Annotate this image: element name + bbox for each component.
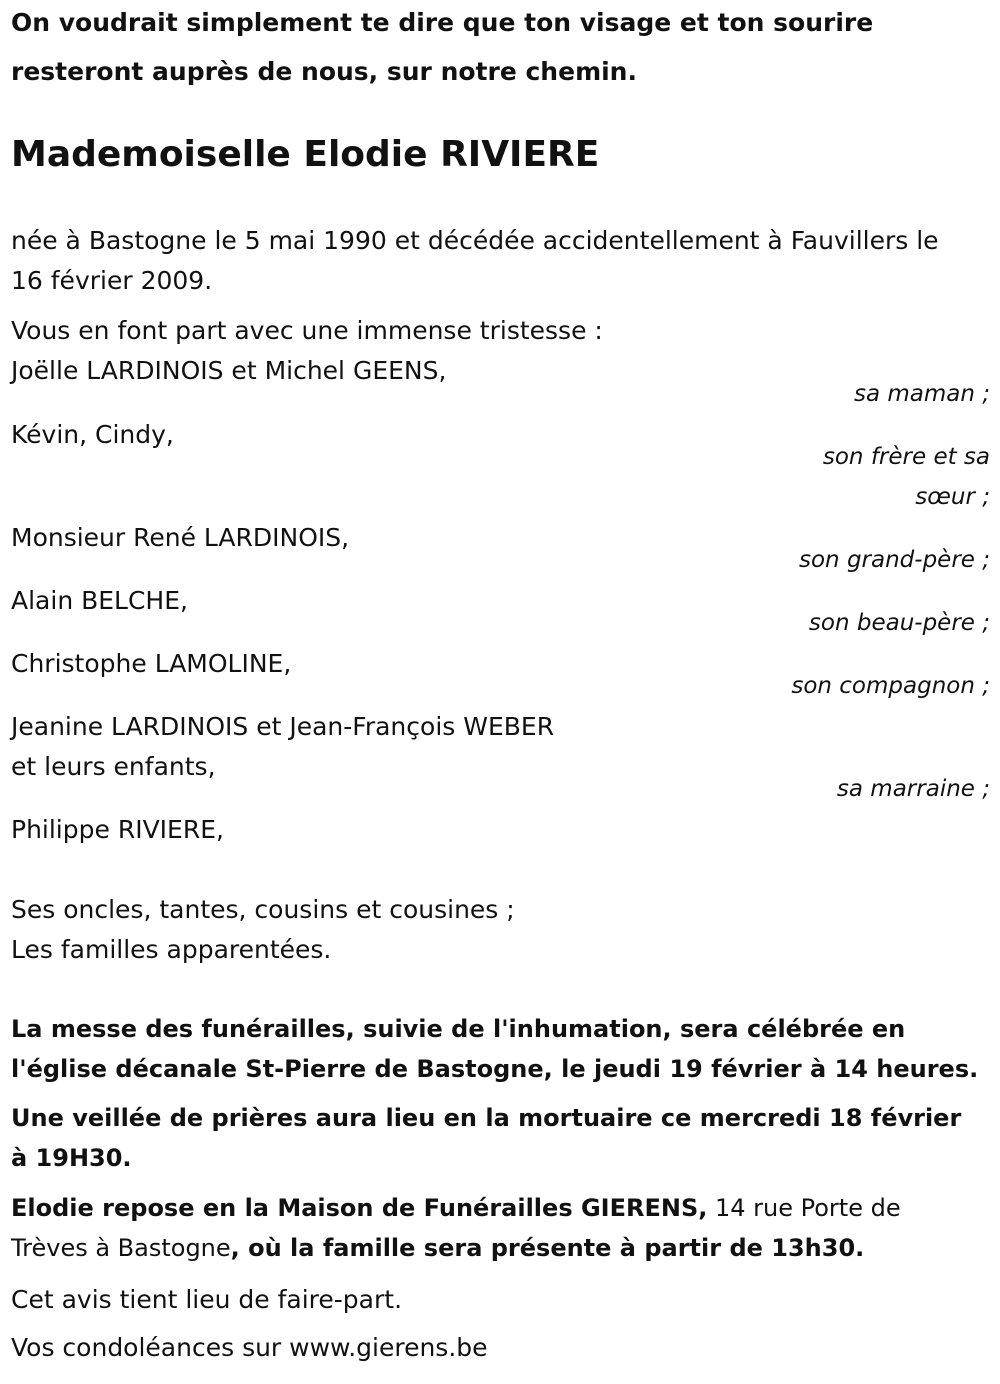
deceased-name: Mademoiselle Elodie RIVIERE xyxy=(11,134,600,175)
family-relatives-1: Ses oncles, tantes, cousins et cousines ; xyxy=(11,895,515,924)
family-stepfather-role: son beau-père ; xyxy=(808,610,990,636)
family-grandfather-role: son grand-père ; xyxy=(799,547,990,573)
family-partner: Christophe LAMOLINE, xyxy=(11,649,292,678)
family-siblings-role-1: son frère et sa xyxy=(822,444,990,470)
family-godmother-1: Jeanine LARDINOIS et Jean-François WEBER xyxy=(11,712,555,741)
family-relatives-2: Les familles apparentées. xyxy=(11,935,332,964)
announce-text: Vous en font part avec une immense tristesse : xyxy=(11,316,603,345)
funeral-rest-plain-1: 14 rue Porte de xyxy=(707,1194,901,1222)
family-parents-role: sa maman ; xyxy=(853,381,990,407)
funeral-rest-line-1 xyxy=(11,1194,901,1222)
family-stepfather: Alain BELCHE, xyxy=(11,586,188,615)
birth-line-1: née à Bastogne le 5 mai 1990 et décédée accidentellement à Fauvillers le xyxy=(11,226,939,255)
funeral-rest-bold-1: Elodie repose en la Maison de Funérailles GIERENS, xyxy=(11,1194,708,1222)
family-siblings: Kévin, Cindy, xyxy=(11,420,174,449)
funeral-mass-1: La messe des funérailles, suivie de l'inhumation, sera célébrée en xyxy=(11,1015,906,1043)
funeral-mass-2: l'église décanale St-Pierre de Bastogne, le jeudi 19 février à 14 heures. xyxy=(11,1055,979,1083)
footer-condolences: Vos condoléances sur www.gierens.be xyxy=(11,1333,488,1362)
funeral-rest-plain-2: Trèves à Bastogne xyxy=(11,1234,231,1262)
footer-notice: Cet avis tient lieu de faire-part. xyxy=(11,1285,403,1314)
birth-line-2: 16 février 2009. xyxy=(11,266,213,295)
intro-line-1: On voudrait simplement te dire que ton visage et ton sourire xyxy=(11,8,874,37)
funeral-vigil-1: Une veillée de prières aura lieu en la mortuaire ce mercredi 18 février xyxy=(11,1104,962,1132)
family-godmother-2: et leurs enfants, xyxy=(11,752,216,781)
family-siblings-role-2: sœur ; xyxy=(915,484,990,510)
family-grandfather: Monsieur René LARDINOIS, xyxy=(11,523,350,552)
funeral-rest-bold-2: , où la famille sera présente à partir de 13h30. xyxy=(230,1234,865,1262)
family-other: Philippe RIVIERE, xyxy=(11,815,224,844)
family-parents: Joëlle LARDINOIS et Michel GEENS, xyxy=(11,356,447,385)
family-godmother-role: sa marraine ; xyxy=(836,776,990,802)
funeral-rest-line-2 xyxy=(11,1234,864,1262)
family-partner-role: son compagnon ; xyxy=(791,673,990,699)
funeral-vigil-2: à 19H30. xyxy=(11,1144,132,1172)
intro-line-2: resteront auprès de nous, sur notre chemin. xyxy=(11,57,637,86)
